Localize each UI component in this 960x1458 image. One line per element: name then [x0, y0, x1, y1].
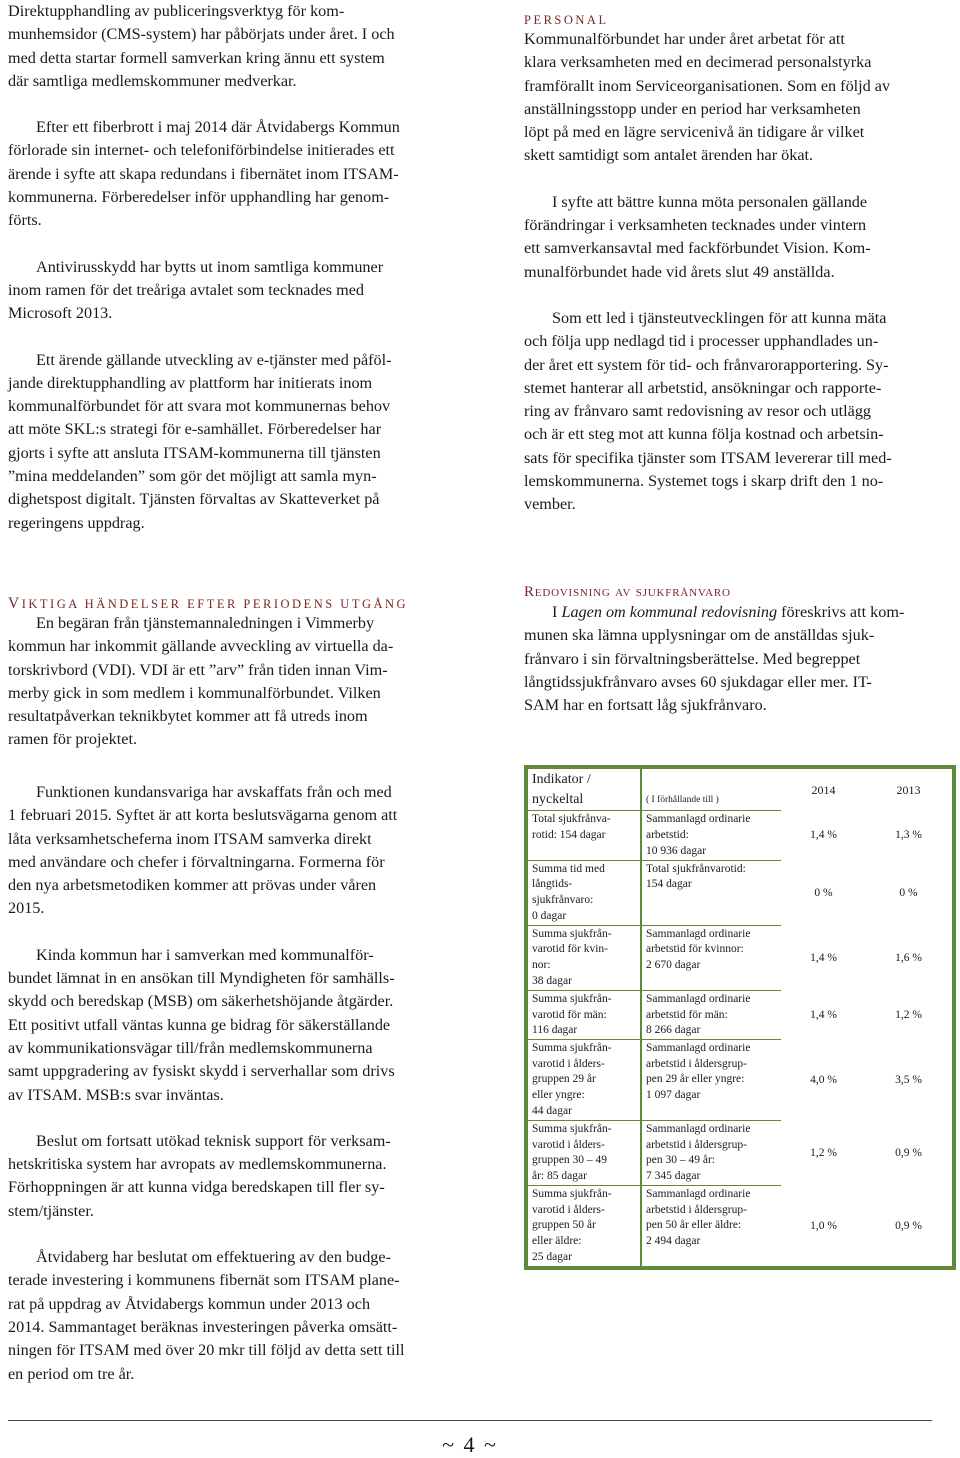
relation-cell: Sammanlagd ordinarie arbetstid i åldersgrup- pen 29 år eller yngre: 1 097 dagar: [641, 1040, 781, 1121]
paragraph-vision-agreement: I syfte att bättre kunna möta personalen gällande förändringar i verksamheten tecknades under vintern ett samverkansavtal med fackförbundet Vision. Kom- munalförbundet hade vid årets slut 49 anställda.: [524, 192, 871, 281]
relation-cell: Total sjukfrånvarotid: 154 dagar: [641, 860, 781, 925]
paragraph-staffing: Kommunalförbundet har under året arbetat för att klara verksamheten med en decimerad personalstyrka framförallt inom Serviceorganisationen. Som en följd av anställningsstopp under en period har verksamheten löpt på med en lägre servicenivå än tidigare år vilket skett samtidigt som antalet ärenden har ökat.: [524, 30, 891, 165]
indicator-cell: Total sjukfrånva- rotid: 154 dagar: [528, 811, 641, 860]
relation-cell: Sammanlagd ordinarie arbetstid: 10 936 dagar: [641, 811, 781, 860]
indicator-cell: Summa tid med långtids- sjukfrånvaro: 0 dagar: [528, 860, 641, 925]
table-header-row: [528, 769, 951, 811]
table-row: [528, 811, 951, 860]
value-2013-cell: 1,2 %: [895, 1008, 922, 1021]
value-2013-cell: 1,3 %: [895, 829, 922, 842]
indicator-cell: Summa sjukfrån- varotid i ålders- gruppen 30 – 49 år: 85 dagar: [528, 1121, 641, 1186]
indicator-cell: Summa sjukfrån- varotid för kvin- nor: 38 dagar: [528, 925, 641, 990]
paragraph-fiber-outage: Efter ett fiberbrott i maj 2014 där Åtvidabergs Kommun förlorade sin internet- och telefoniförbindelse initierades ett ärende i syfte att skapa redundans i fibernätet inom ITSAM- kommunerna. Förberedelser inför upphandling har genom- förts.: [8, 118, 400, 230]
header-2014: 2014: [811, 782, 836, 797]
left-top-column: [8, 0, 468, 535]
header-indicator: Indikator / nyckeltal: [528, 769, 641, 811]
header-relation: ( I förhållande till ): [641, 769, 781, 811]
paragraph-vdi: En begäran från tjänstemannaledningen i Vimmerby kommun har inkommit gällande avveckling av virtuella da- torskrivbord (VDI). VDI är ett ”arv” från tiden innan Vim- merby gick in som medlem i kommunalförbundet. Vilken resultatpåverkan teknikbytet kommer att få utreds inom ramen för projektet.: [8, 614, 394, 749]
value-2014-cell: 1,4 %: [810, 829, 837, 842]
table-row: [528, 1186, 951, 1266]
paragraph-msb-application: Kinda kommun har i samverkan med kommunalför- bundet lämnat in en ansökan till Myndigheten för samhälls- skydd och beredskap (MSB) om säkerhetshöjande åtgärder. Ett positivt utfall väntas kunna ge bidrag för säkerställande av kommunikationsvägar till/från medlemskommunerna samt uppgradering av fysiskt skydd i serverhallar som drivs av ITSAM. MSB:s svar inväntas.: [8, 945, 395, 1104]
value-2014-cell: 4,0 %: [810, 1073, 837, 1086]
value-2013-cell: 0 %: [899, 886, 918, 899]
relation-cell: Sammanlagd ordinarie arbetstid för kvinnor: 2 670 dagar: [641, 925, 781, 990]
law-title: Lagen om kommunal redovisning: [561, 603, 778, 621]
paragraph-cms-procurement: Direktupphandling av publiceringsverktyg för kom- munhemsidor (CMS-system) har påbörjats under året. I och med detta startar formell samverkan kring ännu ett system där samtliga medlemskommuner medverkar.: [8, 2, 395, 90]
indicator-cell: Summa sjukfrån- varotid för män: 116 dagar: [528, 990, 641, 1039]
paragraph-time-reporting: Som ett led i tjänsteutvecklingen för att kunna mäta och följa upp nedlagd tid i processer upphandlades un- der året ett system för tid- och frånvarorapportering. Sy- stemet hanterar all arbetstid, ansökningar och rapporte- ring av frånvaro samt redovisning av resor och utlägg och är ett steg mot att kunna följa kostnad och arbetsin- sats för specifika tjänster som ITSAM levererar till med- lemskommunerna. Systemet togs i skarp drift den 1 no- vember.: [524, 308, 892, 514]
value-2014-cell: 1,4 %: [810, 1008, 837, 1021]
left-mid-column: [8, 596, 470, 752]
table-row: [528, 1121, 951, 1186]
indicator-cell: Summa sjukfrån- varotid i ålders- gruppen 50 år eller äldre: 25 dagar: [528, 1186, 641, 1266]
table-row: [528, 860, 951, 925]
right-top-column: [524, 12, 954, 517]
page-number: ~ 4 ~: [442, 1432, 498, 1457]
relation-cell: Sammanlagd ordinarie arbetstid för män: 8 266 dagar: [641, 990, 781, 1039]
header-2013: 2013: [896, 782, 921, 797]
relation-cell: Sammanlagd ordinarie arbetstid i åldersgrup- pen 30 – 49 år: 7 345 dagar: [641, 1121, 781, 1186]
value-2013-cell: 1,6 %: [895, 951, 922, 964]
section-heading-events-after-period: VIKTIGA HÄNDELSER EFTER PERIODENS UTGÅNG: [8, 595, 409, 612]
paragraph-customer-managers: Funktionen kundansvariga har avskaffats från och med 1 februari 2015. Syftet är att korta beslutsvägarna genom att låta verksamhetscheferna inom ITSAM samverka direkt med användare och chefer i förvaltningarna. Formerna för den nya arbetsmetodiken kommer att prövas under våren 2015.: [8, 783, 398, 918]
paragraph-sick-leave-intro: I Lagen om kommunal redovisning föreskrivs att kom- munen ska lämna upplysningar om de anställdas sjuk- frånvaro i sin förvaltningsberättelse. Med begreppet långtidssjukfrånvaro avses 60 sjukdagar eller mer. IT- SAM har en fortsatt låg sjukfrånvaro.: [524, 603, 905, 715]
left-bottom-column: [8, 781, 470, 1386]
right-mid-column: [524, 583, 956, 717]
value-2013-cell: 0,9 %: [895, 1219, 922, 1232]
value-2013-cell: 0,9 %: [895, 1146, 922, 1159]
relation-cell: Sammanlagd ordinarie arbetstid i åldersgrup- pen 50 år eller äldre: 2 494 dagar: [646, 1188, 751, 1247]
paragraph-e-services: Ett ärende gällande utveckling av e-tjänster med påföl- jande direktupphandling av plattform har initierats inom kommunalförbundet för att svara mot kommunernas behov att möte SKL:s strategi för e-samhället. Förberedelser har gjorts i syfte att ansluta ITSAM-kommunerna till tjänsten ”mina meddelanden” som gör det möjligt att samla myn- dighetspost digitalt. Tjänsten förvaltas av Skatteverket på regeringens uppdrag.: [8, 350, 392, 532]
table-row: [528, 1040, 951, 1121]
value-2013-cell: 3,5 %: [895, 1073, 922, 1086]
paragraph-technical-support: Beslut om fortsatt utökad teknisk support för verksam- hetskritiska system har avropats av medlemskommunerna. Förhoppningen är att kunna vidga beredskapen till fler sy- stem/tjänster.: [8, 1131, 391, 1220]
value-2014-cell: 1,2 %: [810, 1146, 837, 1159]
indicator-cell: Summa sjukfrån- varotid i ålders- gruppen 29 år eller yngre: 44 dagar: [528, 1040, 641, 1121]
paragraph-atvidaberg-fiber: Åtvidaberg har beslutat om effektuering av den budge- terade investering i kommunens fibernät som ITSAM plane- rat på uppdrag av Åtvidabergs kommun under 2013 och 2014. Sammantaget beräknas investeringen påverka omsätt- ningen för ITSAM med över 20 mkr till följd av detta sett till en period om tre år.: [8, 1248, 405, 1383]
table-row: [528, 925, 951, 990]
value-2014-cell: 1,4 %: [810, 951, 837, 964]
footer-divider: [8, 1420, 932, 1421]
section-heading-sick-leave: Redovisning av sjukfrånvaro: [524, 584, 731, 600]
sick-leave-table: [524, 765, 956, 1270]
value-2014-cell: 1,0 %: [810, 1219, 837, 1232]
table-row: [528, 990, 951, 1039]
paragraph-antivirus: Antivirusskydd har bytts ut inom samtliga kommuner inom ramen för det treåriga avtalet som tecknades med Microsoft 2013.: [8, 257, 384, 323]
value-2014-cell: 0 %: [814, 886, 833, 899]
section-heading-personal: PERSONAL: [524, 13, 609, 27]
